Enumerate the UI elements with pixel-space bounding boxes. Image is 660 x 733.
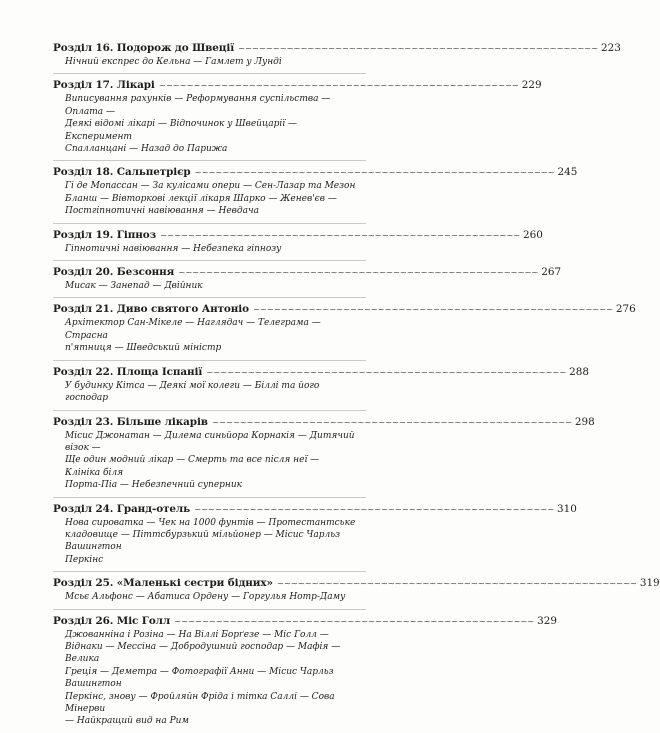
chapter-subtopics [53, 380, 366, 405]
toc-entry [53, 161, 578, 223]
subtopic-line: Архітектор Сан-Мікеле — Наглядач — Телеграма — Страсна [65, 318, 321, 341]
subtopic-line: Мсьє Альфонс — Абатиса Ордену — Горгулья Нотр-Даму [65, 592, 346, 603]
toc-entry [53, 610, 557, 733]
table-of-contents [53, 42, 660, 733]
toc-entry [53, 572, 660, 609]
toc-entry-heading [53, 228, 543, 241]
toc-entry-heading [53, 502, 577, 515]
toc-entry [53, 411, 595, 498]
subtopic-line: Деякі відомі лікарі — Відпочинок у Швейцарії — Експеримент [65, 119, 297, 142]
subtopic-line: Перкінс [65, 554, 104, 565]
toc-entry [53, 261, 562, 298]
page-number: 276 [615, 303, 636, 316]
chapter-title: Розділ 17. Лікарі [53, 79, 155, 92]
subtopic-line: п'ятниця — Шведський міністр [65, 343, 222, 354]
toc-entry [53, 224, 543, 261]
chapter-subtopics [53, 517, 366, 567]
chapter-subtopics [53, 243, 366, 255]
page-number: 329 [537, 614, 557, 627]
chapter-subtopics [53, 280, 366, 292]
chapter-title: Розділ 25. «Маленькі сестри бідних» [53, 577, 273, 590]
subtopic-line: — Найкращий вид на Рим [65, 716, 189, 727]
chapter-subtopics [53, 180, 366, 217]
subtopic-line: Порта-Піа — Небезпечний суперник [65, 480, 243, 491]
toc-entry-heading [53, 614, 557, 627]
chapter-subtopics [53, 56, 366, 68]
chapter-subtopics [53, 629, 366, 728]
chapter-title: Розділ 21. Диво святого Антоніо [53, 303, 249, 316]
chapter-title: Розділ 19. Гіпноз [53, 228, 157, 241]
tilde-leader: ~~~~~~~~~~~~~~~~~~~~~~~~~~~~~~~~~~~~~~~~~~~~~~~~~~~~ [178, 268, 539, 279]
page-number: 229 [521, 79, 542, 92]
tilde-leader: ~~~~~~~~~~~~~~~~~~~~~~~~~~~~~~~~~~~~~~~~~~~~~~~~~~~~ [238, 44, 598, 54]
subtopic-line: Постгіпнотичні навіювання — Невдача [65, 206, 259, 217]
chapter-title: Розділ 16. Подорож до Швеції [53, 42, 235, 54]
tilde-leader: ~~~~~~~~~~~~~~~~~~~~~~~~~~~~~~~~~~~~~~~~~~~~~~~~~~~~ [206, 367, 567, 378]
subtopic-line: Виписування рахунків — Реформування суспільства — Оплата — [65, 94, 331, 117]
page-number: 310 [557, 502, 577, 515]
subtopic-line: Перкінс, знову — Фройляйн Фріда і тітка Саллі — Сова Мінерви [65, 691, 335, 714]
page-number: 298 [574, 415, 595, 428]
toc-entry [53, 42, 621, 74]
toc-entry [53, 298, 636, 360]
toc-entry-heading [53, 303, 636, 316]
toc-entry [53, 361, 589, 411]
page-number: 245 [557, 166, 578, 179]
tilde-leader: ~~~~~~~~~~~~~~~~~~~~~~~~~~~~~~~~~~~~~~~~~~~~~~~~~~~~ [252, 305, 613, 316]
page-number: 223 [601, 42, 621, 54]
tilde-leader: ~~~~~~~~~~~~~~~~~~~~~~~~~~~~~~~~~~~~~~~~~~~~~~~~~~~~ [194, 168, 555, 179]
subtopic-line: кладовище — Піттсбурзький мільйонер — Місис Чарльз Вашингтон [65, 529, 341, 553]
toc-entry-heading [53, 79, 542, 92]
tilde-leader: ~~~~~~~~~~~~~~~~~~~~~~~~~~~~~~~~~~~~~~~~~~~~~~~~~~~~ [174, 616, 535, 627]
chapter-subtopics [53, 93, 366, 155]
subtopic-line: Нова сироватка — Чек на 1000 фунтів — Протестантське [65, 517, 356, 528]
tilde-leader: ~~~~~~~~~~~~~~~~~~~~~~~~~~~~~~~~~~~~~~~~~~~~~~~~~~~~ [158, 81, 519, 92]
page-number: 319 [639, 577, 660, 590]
subtopic-line: Греція — Деметра — Фотографії Анни — Місис Чарльз Вашингтон [65, 666, 334, 690]
chapter-title: Розділ 20. Безсоння [53, 266, 175, 279]
toc-entry-heading [53, 266, 562, 279]
page-number: 288 [569, 365, 589, 378]
subtopic-line: У будинку Кітса — Деякі мої колеги — Біллі та його господар [65, 380, 320, 404]
subtopic-line: Спалланцані — Назад до Парижа [65, 144, 228, 155]
chapter-title: Розділ 26. Міс Голл [53, 614, 171, 627]
tilde-leader: ~~~~~~~~~~~~~~~~~~~~~~~~~~~~~~~~~~~~~~~~~~~~~~~~~~~~ [211, 417, 572, 428]
subtopic-line: Бланш — Вівторкові лекції лікаря Шарко — Женев'єв — [65, 193, 337, 204]
subtopic-line: Ще один модний лікар — Смерть та все після неї — Клініка біля [65, 455, 320, 478]
subtopic-line: Нічний експрес до Кельна — Гамлет у Лунді [65, 57, 282, 67]
chapter-title: Розділ 23. Більше лікарів [53, 415, 208, 428]
toc-entry-heading [53, 42, 621, 54]
subtopic-line: Гі де Мопассан — За кулісами опери — Сен-Лазар та Мезон [65, 181, 356, 192]
tilde-leader: ~~~~~~~~~~~~~~~~~~~~~~~~~~~~~~~~~~~~~~~~~~~~~~~~~~~~ [160, 230, 521, 241]
toc-entry [53, 498, 577, 573]
tilde-leader: ~~~~~~~~~~~~~~~~~~~~~~~~~~~~~~~~~~~~~~~~~~~~~~~~~~~~ [194, 504, 555, 515]
subtopic-line: Гіпнотичні навіювання — Небезпека гіпнозу [65, 243, 282, 254]
page-number: 260 [523, 228, 543, 241]
chapter-subtopics [53, 430, 366, 492]
chapter-title: Розділ 18. Сальпетрієр [53, 166, 191, 179]
page-number: 267 [541, 266, 562, 279]
subtopic-line: Віднаки — Мессіна — Добродушний господар — Мафія — Велика [65, 641, 341, 665]
toc-entry-heading [53, 415, 595, 428]
subtopic-line: Джованніна і Розіна — На Віллі Борґезе — Міс Голл — [65, 629, 329, 640]
toc-entry [53, 74, 542, 161]
chapter-title: Розділ 22. Площа Іспанії [53, 365, 203, 378]
chapter-subtopics [53, 591, 366, 603]
toc-entry-heading [53, 577, 660, 590]
subtopic-line: Місис Джонатан — Дилема синьйора Корнакія — Дитячий візок — [65, 430, 355, 453]
chapter-subtopics [53, 317, 366, 354]
subtopic-line: Мисак — Занепад — Двійник [65, 281, 203, 292]
toc-entry-heading [53, 365, 589, 378]
chapter-title: Розділ 24. Гранд-отель [53, 502, 191, 515]
tilde-leader: ~~~~~~~~~~~~~~~~~~~~~~~~~~~~~~~~~~~~~~~~~~~~~~~~~~~~ [276, 579, 637, 590]
toc-entry-heading [53, 166, 578, 179]
